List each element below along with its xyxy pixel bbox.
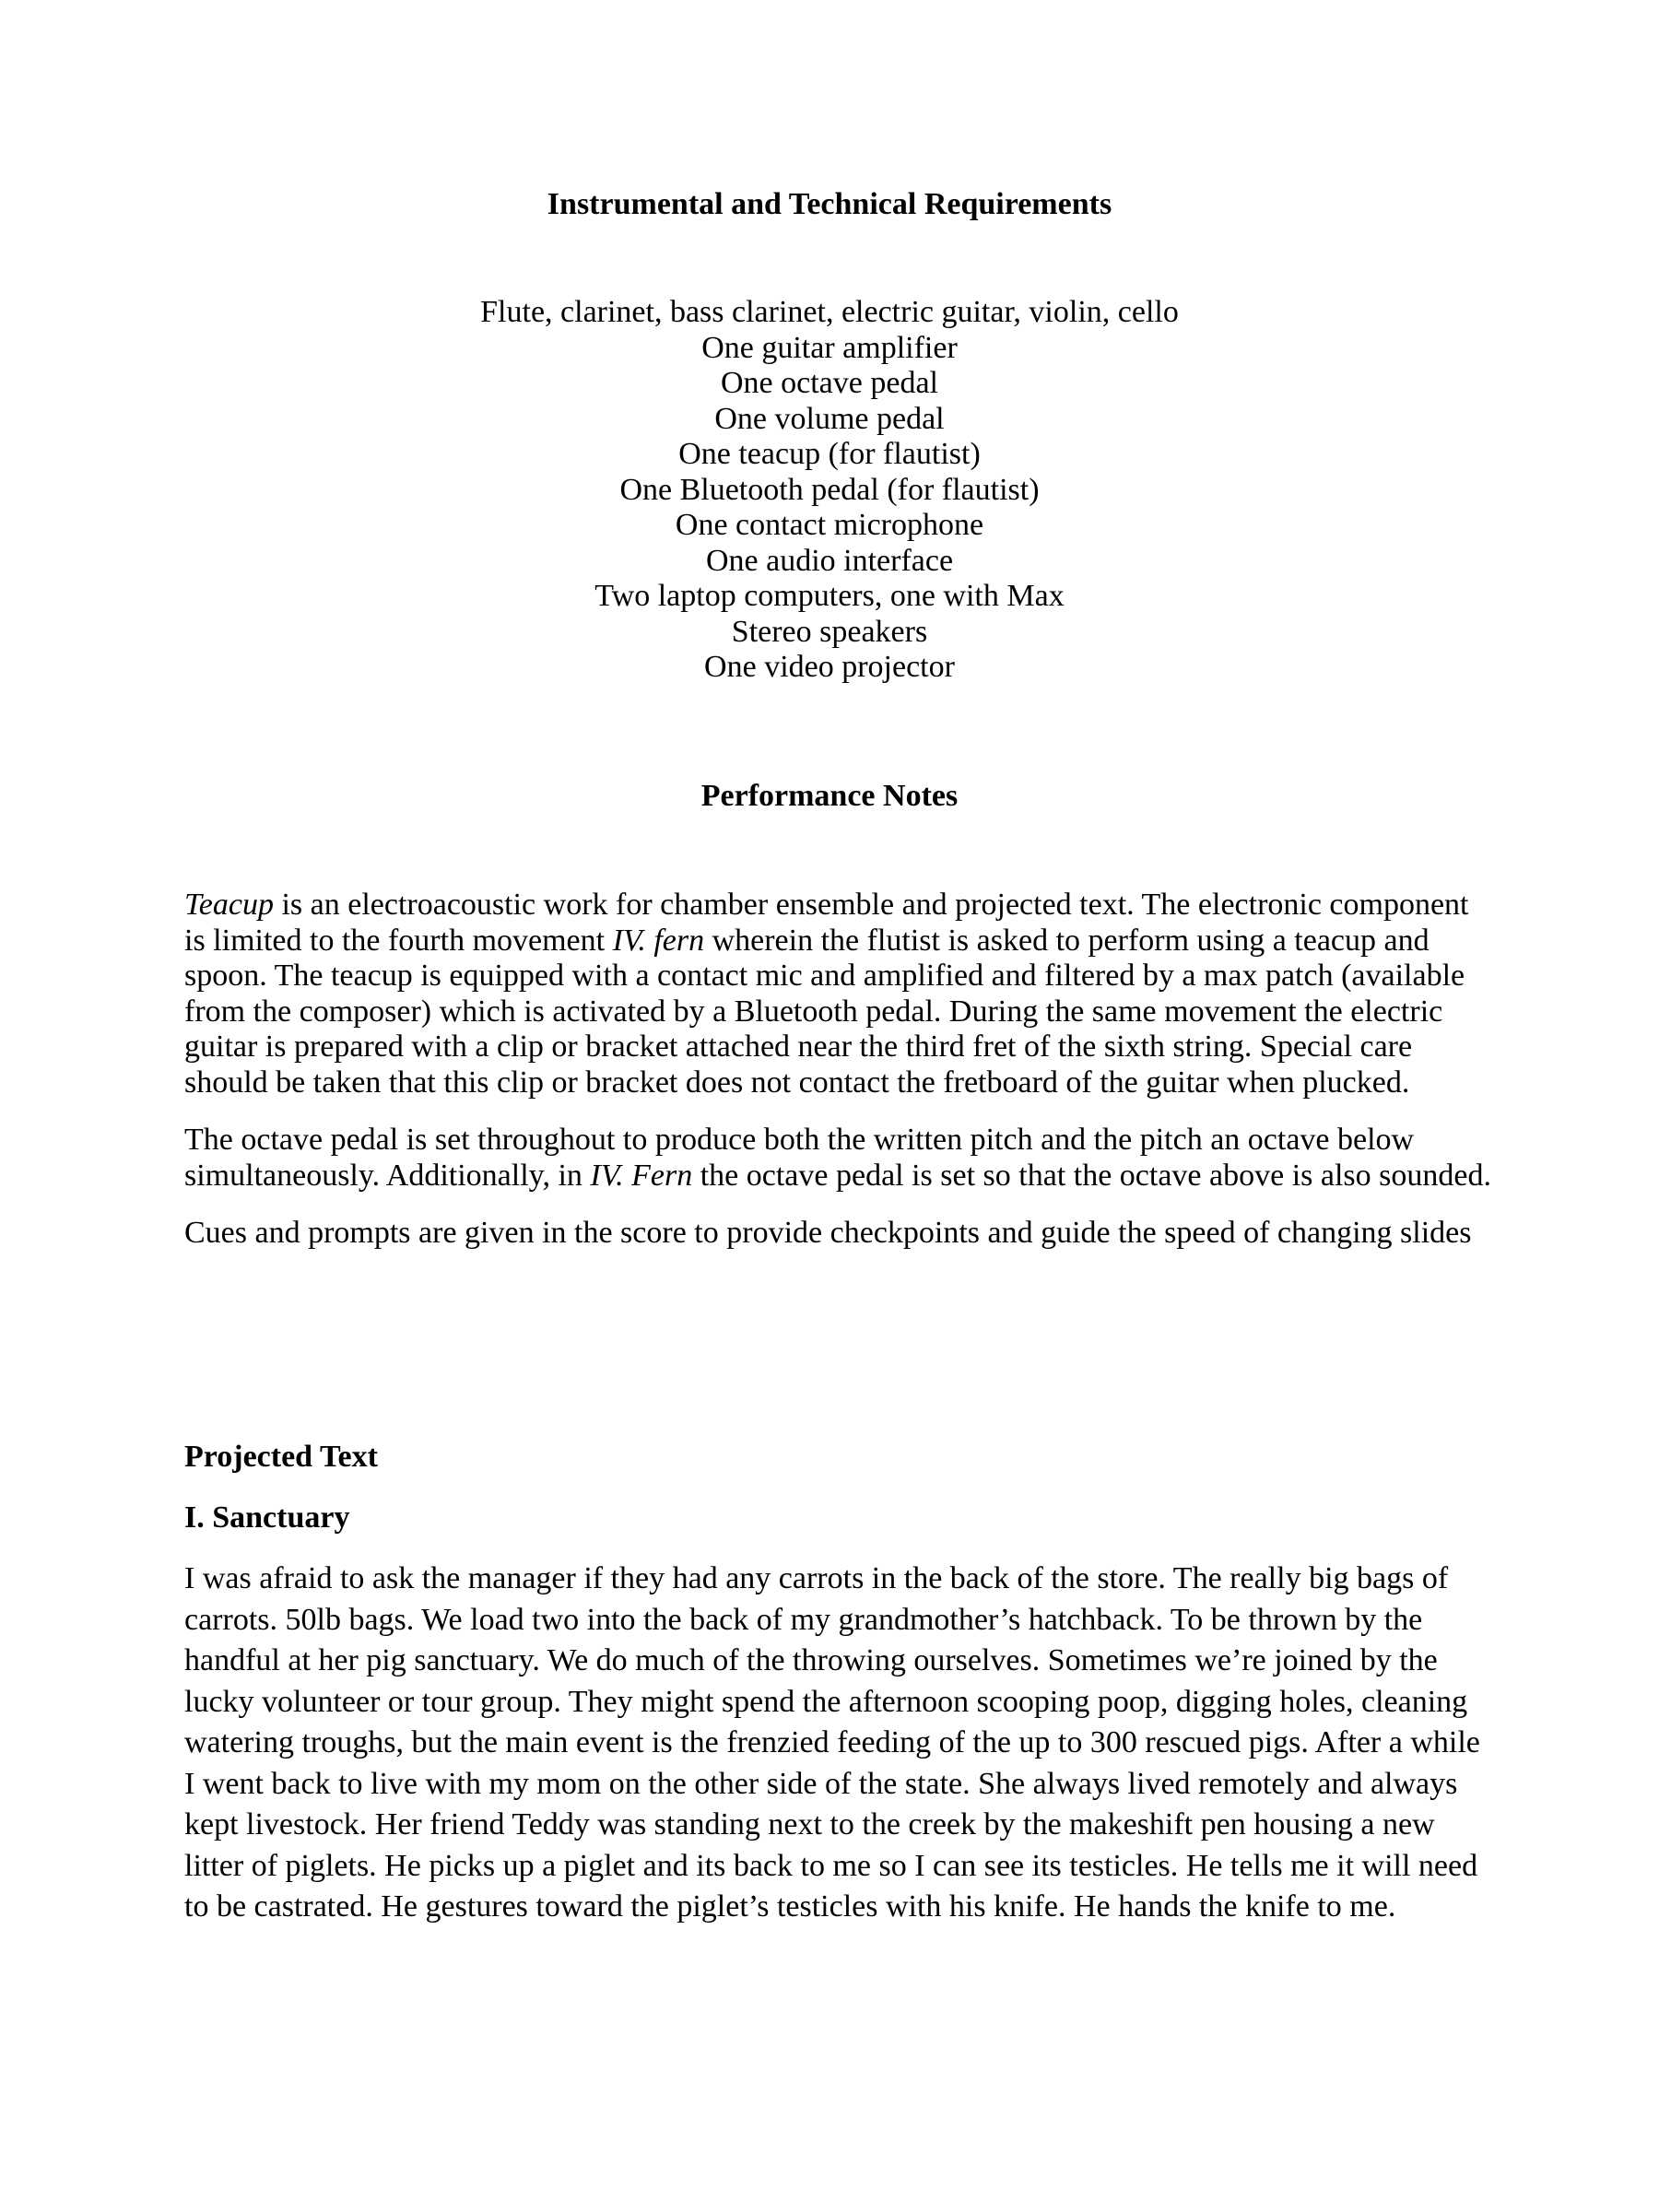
requirement-item: Flute, clarinet, bass clarinet, electric guitar, violin, cello bbox=[480, 295, 1179, 329]
notes-paragraph-1 bbox=[184, 888, 1493, 1100]
movement-title: IV. fern bbox=[612, 923, 705, 958]
notes-text: the octave pedal is set so that the octave above is also sounded. bbox=[692, 1158, 1491, 1193]
notes-text: is an electroacoustic work for chamber ensemble and projected text. The electronic component is limited to the fourth movement bbox=[184, 888, 1469, 958]
requirement-item: One audio interface bbox=[705, 543, 954, 578]
requirement-item: One guitar amplifier bbox=[701, 330, 958, 365]
notes-text: The octave pedal is set throughout to produce both the written pitch and the pitch an octave below simultaneously. Additionally, in bbox=[184, 1123, 1415, 1193]
movement-heading: I. Sanctuary bbox=[184, 1500, 350, 1535]
requirement-item: One video projector bbox=[704, 650, 955, 684]
performance-notes-heading: Performance Notes bbox=[700, 779, 959, 813]
requirements-heading: Instrumental and Technical Requirements bbox=[547, 187, 1112, 221]
performance-notes-body bbox=[184, 888, 1493, 1274]
requirement-item: Stereo speakers bbox=[731, 614, 928, 649]
requirement-item: One Bluetooth pedal (for flautist) bbox=[619, 472, 1040, 507]
projected-text-body: I was afraid to ask the manager if they had any carrots in the back of the store. The really big bags of carrots. 50lb bags. We load two into the back of my grandmother’s hatchback. To be thrown by the handful at her pig sanctuary. We do much of the throwing ourselves. Sometimes we’re joined by the lucky volunteer or tour group. They might spend the afternoon scooping poop, digging holes, cleaning watering troughs, but the main event is the frenzied feeding of the up to 300 rescued pigs. After a while I went back to live with my mom on the other side of the state. She always lived remotely and always kept livestock. Her friend Teddy was standing next to the creek by the makeshift pen housing a new litter of piglets. He picks up a piglet and its back to me so I can see its testicles. He tells me it will need to be castrated. He gestures toward the piglet’s testicles with his knife. He hands the knife to me. bbox=[184, 1561, 1480, 1924]
requirements-list bbox=[0, 295, 1659, 686]
requirement-item: One volume pedal bbox=[714, 401, 945, 436]
requirement-item: One teacup (for flautist) bbox=[678, 437, 981, 471]
projected-text-heading: Projected Text bbox=[184, 1440, 378, 1474]
requirement-item: Two laptop computers, one with Max bbox=[594, 579, 1065, 613]
movement-title: IV. Fern bbox=[590, 1158, 693, 1193]
requirement-item: One octave pedal bbox=[721, 366, 938, 400]
notes-text: wherein the flutist is asked to perform using a teacup and spoon. The teacup is equipped with a contact mic and amplified and filtered by a max patch (available from the composer) which is activated by a Bluetooth pedal. During the same movement the electric guitar is prepared with a clip or bracket attached near the third fret of the sixth string. Special care should be taken that this clip or bracket does not contact the fretboard of the guitar when plucked. bbox=[184, 923, 1465, 1100]
requirement-item: One contact microphone bbox=[675, 508, 984, 542]
notes-paragraph-3: Cues and prompts are given in the score to provide checkpoints and guide the speed of changing slides bbox=[184, 1216, 1472, 1250]
notes-paragraph-2 bbox=[184, 1123, 1493, 1194]
work-title: Teacup bbox=[184, 888, 274, 922]
